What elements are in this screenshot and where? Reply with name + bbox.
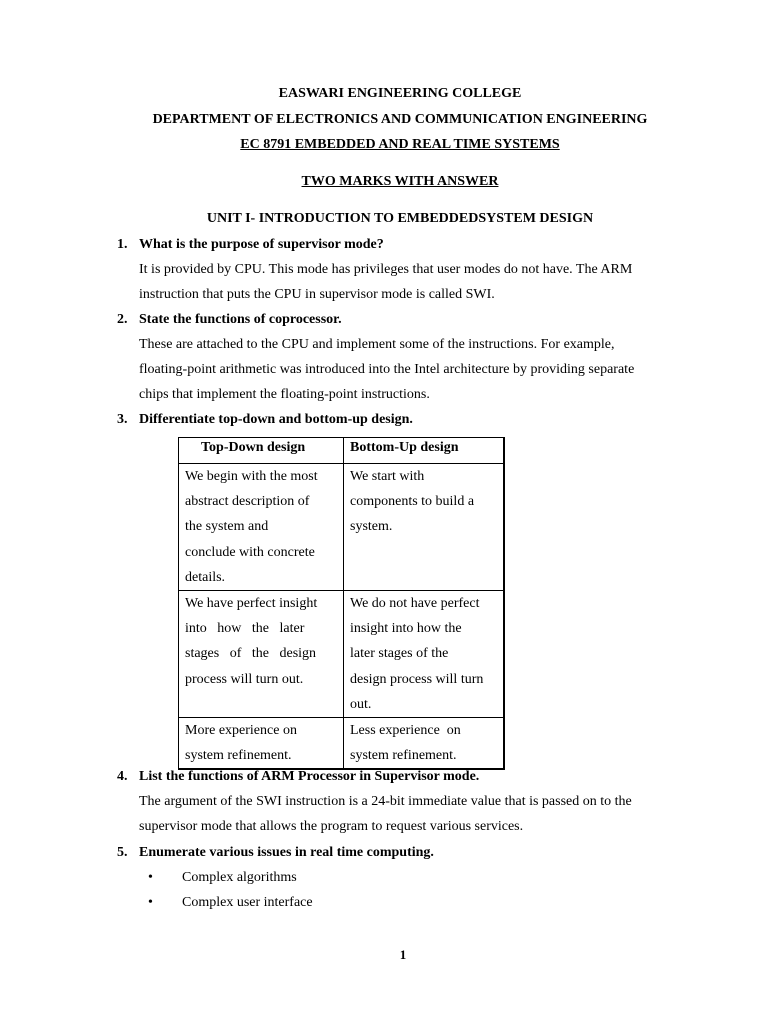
cell-line: details.	[185, 569, 226, 585]
comparison-table	[178, 437, 505, 770]
question-3	[117, 412, 413, 428]
cell-line: into how the later	[185, 621, 305, 637]
department-name: DEPARTMENT OF ELECTRONICS AND COMMUNICATION ENGINEERING	[152, 112, 648, 127]
table-header-row	[179, 438, 505, 464]
cell-line: the system and	[185, 519, 269, 535]
answer-line: floating-point arithmetic was introduced into the Intel architecture by providing separate	[139, 362, 635, 377]
answer-line: It is provided by CPU. This mode has privileges that user modes do not have. The ARM	[139, 262, 633, 277]
table-cell	[344, 718, 505, 770]
table-cell	[344, 591, 505, 718]
question-number: 3.	[117, 412, 128, 427]
cell-line: We have perfect insight	[185, 596, 318, 612]
question-number: 4.	[117, 769, 128, 784]
question-1	[117, 237, 384, 253]
cell-line: We do not have perfect	[350, 596, 480, 612]
college-name: EASWARI ENGINEERING COLLEGE	[278, 86, 522, 101]
cell-line: More experience on	[185, 723, 297, 739]
cell-line: system refinement.	[350, 748, 457, 764]
question-5	[117, 845, 434, 861]
cell-line: insight into how the	[350, 621, 462, 637]
answer-line: chips that implement the floating-point instructions.	[139, 387, 430, 402]
question-number: 2.	[117, 312, 128, 327]
cell-line: abstract description of	[185, 494, 310, 510]
cell-line: components to build a	[350, 494, 475, 510]
answer-line: supervisor mode that allows the program to request various services.	[139, 819, 524, 834]
question-text: What is the purpose of supervisor mode?	[139, 237, 384, 252]
bullet-text: Complex algorithms	[182, 870, 297, 885]
table-cell	[344, 464, 505, 591]
answer-line: The argument of the SWI instruction is a 24-bit immediate value that is passed on to the	[139, 794, 632, 809]
cell-line: We start with	[350, 469, 425, 484]
question-2	[117, 312, 342, 328]
question-4	[117, 769, 479, 785]
table-row	[179, 464, 505, 591]
question-number: 5.	[117, 845, 128, 860]
bullet-icon: •	[148, 870, 153, 885]
answer-line: instruction that puts the CPU in supervisor mode is called SWI.	[139, 287, 495, 302]
answer-line: These are attached to the CPU and implement some of the instructions. For example,	[139, 337, 615, 352]
cell-line: stages of the design	[185, 646, 317, 662]
cell-line: system.	[350, 519, 393, 535]
cell-line: later stages of the	[350, 646, 449, 662]
cell-line: design process will turn	[350, 671, 484, 687]
bullet-icon: •	[148, 895, 153, 910]
cell-line: system refinement.	[185, 748, 292, 764]
cell-line: out.	[350, 696, 372, 712]
bullet-text: Complex user interface	[182, 895, 313, 910]
question-text: List the functions of ARM Processor in Supervisor mode.	[139, 769, 480, 784]
cell-line: Less experience on	[350, 723, 461, 739]
table-row	[179, 718, 505, 770]
table-header-cell: Top-Down design	[179, 438, 344, 464]
cell-line: process will turn out.	[185, 671, 304, 687]
doc-type-wrap	[0, 174, 768, 190]
course-title-wrap	[0, 137, 768, 153]
question-number: 1.	[117, 237, 128, 252]
cell-line: conclude with concrete	[185, 544, 315, 560]
bullet-item	[148, 895, 313, 911]
question-text: State the functions of coprocessor.	[139, 312, 342, 327]
table-row	[179, 591, 505, 718]
unit-title: UNIT I- INTRODUCTION TO EMBEDDEDSYSTEM DESIGN	[206, 211, 594, 226]
question-text: Enumerate various issues in real time computing.	[139, 845, 434, 860]
table-header-cell: Bottom-Up design	[344, 438, 505, 464]
table-cell	[179, 591, 344, 718]
table-cell	[179, 464, 344, 591]
doc-type: TWO MARKS WITH ANSWER	[301, 174, 499, 189]
bullet-item	[148, 870, 297, 886]
cell-line: We begin with the most	[185, 469, 318, 484]
table-cell	[179, 718, 344, 770]
page-number: 1	[399, 947, 407, 962]
course-title: EC 8791 EMBEDDED AND REAL TIME SYSTEMS	[240, 137, 560, 152]
question-text: Differentiate top-down and bottom-up design.	[139, 412, 413, 427]
